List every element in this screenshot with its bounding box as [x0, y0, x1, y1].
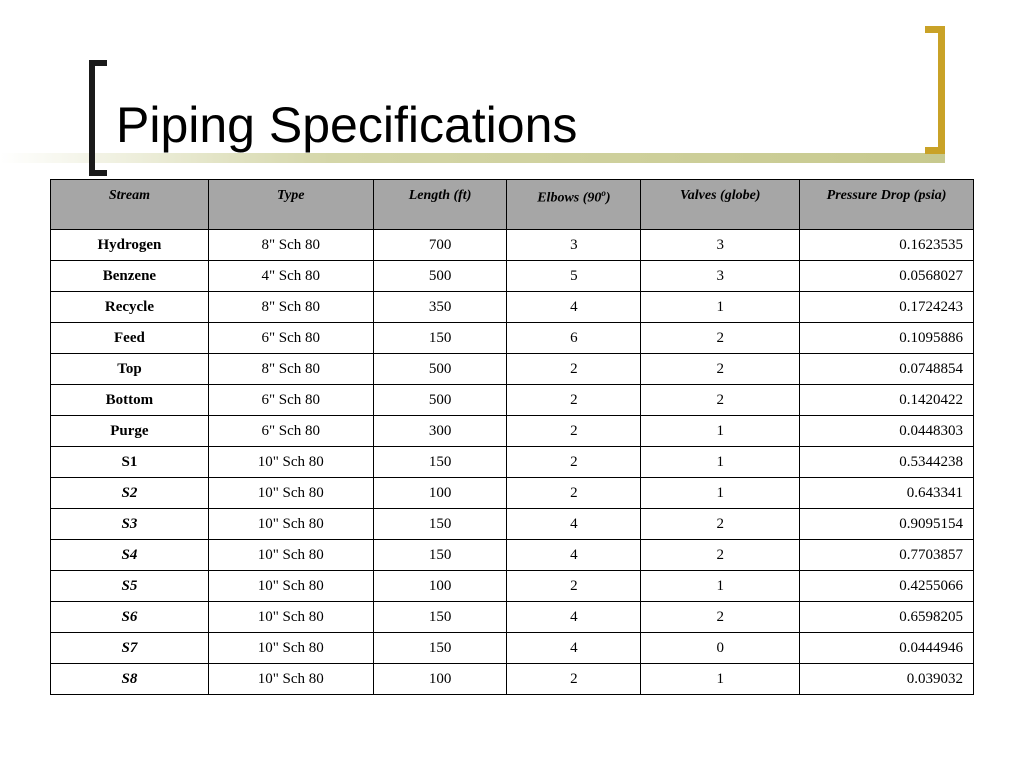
left-bracket-decoration [89, 60, 107, 176]
cell-type: 8" Sch 80 [208, 354, 373, 385]
cell-valves: 1 [641, 571, 800, 602]
cell-type: 10" Sch 80 [208, 633, 373, 664]
cell-elbows: 4 [507, 602, 641, 633]
cell-stream: Benzene [51, 261, 209, 292]
cell-valves: 1 [641, 292, 800, 323]
header-elbows-close: ) [605, 190, 611, 206]
cell-elbows: 4 [507, 633, 641, 664]
cell-valves: 1 [641, 447, 800, 478]
header-stream: Stream [51, 180, 209, 230]
header-type: Type [208, 180, 373, 230]
table-row [51, 385, 974, 416]
cell-elbows: 2 [507, 571, 641, 602]
table-row [51, 633, 974, 664]
cell-valves: 3 [641, 230, 800, 261]
cell-elbows: 4 [507, 540, 641, 571]
cell-stream: S2 [51, 478, 209, 509]
cell-stream: S5 [51, 571, 209, 602]
table-row [51, 602, 974, 633]
cell-length: 100 [373, 571, 507, 602]
cell-pressure-drop: 0.9095154 [800, 509, 974, 540]
cell-valves: 3 [641, 261, 800, 292]
cell-pressure-drop: 0.1623535 [800, 230, 974, 261]
cell-length: 700 [373, 230, 507, 261]
cell-elbows: 2 [507, 447, 641, 478]
cell-length: 150 [373, 447, 507, 478]
cell-stream: Feed [51, 323, 209, 354]
cell-valves: 2 [641, 540, 800, 571]
cell-type: 8" Sch 80 [208, 292, 373, 323]
cell-pressure-drop: 0.6598205 [800, 602, 974, 633]
table-header [51, 180, 974, 230]
cell-elbows: 2 [507, 385, 641, 416]
cell-length: 500 [373, 261, 507, 292]
table-body [51, 230, 974, 695]
table-row [51, 230, 974, 261]
cell-length: 150 [373, 633, 507, 664]
table-row [51, 354, 974, 385]
cell-stream: Bottom [51, 385, 209, 416]
cell-stream: S1 [51, 447, 209, 478]
cell-valves: 1 [641, 478, 800, 509]
cell-length: 150 [373, 323, 507, 354]
cell-pressure-drop: 0.0444946 [800, 633, 974, 664]
cell-type: 6" Sch 80 [208, 323, 373, 354]
header-pressure-drop: Pressure Drop (psia) [800, 180, 974, 230]
cell-pressure-drop: 0.1095886 [800, 323, 974, 354]
cell-length: 500 [373, 385, 507, 416]
cell-valves: 2 [641, 509, 800, 540]
cell-elbows: 4 [507, 509, 641, 540]
cell-length: 300 [373, 416, 507, 447]
cell-elbows: 5 [507, 261, 641, 292]
cell-valves: 1 [641, 416, 800, 447]
cell-valves: 2 [641, 385, 800, 416]
cell-elbows: 2 [507, 354, 641, 385]
cell-length: 350 [373, 292, 507, 323]
table-row [51, 509, 974, 540]
cell-elbows: 4 [507, 292, 641, 323]
table-row [51, 664, 974, 695]
cell-stream: S4 [51, 540, 209, 571]
cell-stream: S3 [51, 509, 209, 540]
cell-type: 10" Sch 80 [208, 571, 373, 602]
cell-valves: 2 [641, 602, 800, 633]
table-row [51, 292, 974, 323]
cell-valves: 1 [641, 664, 800, 695]
cell-elbows: 2 [507, 416, 641, 447]
right-bracket-decoration [925, 26, 945, 154]
cell-pressure-drop: 0.1420422 [800, 385, 974, 416]
cell-stream: Purge [51, 416, 209, 447]
cell-type: 4" Sch 80 [208, 261, 373, 292]
cell-stream: Recycle [51, 292, 209, 323]
header-elbows [507, 180, 641, 230]
cell-length: 100 [373, 478, 507, 509]
cell-type: 10" Sch 80 [208, 478, 373, 509]
slide-title: Piping Specifications [116, 97, 578, 153]
cell-pressure-drop: 0.643341 [800, 478, 974, 509]
cell-pressure-drop: 0.1724243 [800, 292, 974, 323]
cell-stream: S7 [51, 633, 209, 664]
cell-stream: Top [51, 354, 209, 385]
table-row [51, 447, 974, 478]
title-accent-line [0, 153, 945, 163]
cell-pressure-drop: 0.7703857 [800, 540, 974, 571]
cell-type: 10" Sch 80 [208, 447, 373, 478]
header-elbows-label: Elbows (90 [537, 190, 602, 206]
table-row [51, 261, 974, 292]
cell-length: 500 [373, 354, 507, 385]
cell-type: 6" Sch 80 [208, 385, 373, 416]
table-row [51, 323, 974, 354]
cell-pressure-drop: 0.039032 [800, 664, 974, 695]
header-length: Length (ft) [373, 180, 507, 230]
cell-length: 150 [373, 509, 507, 540]
cell-valves: 0 [641, 633, 800, 664]
cell-elbows: 2 [507, 478, 641, 509]
cell-valves: 2 [641, 323, 800, 354]
table-row [51, 540, 974, 571]
cell-type: 8" Sch 80 [208, 230, 373, 261]
header-valves: Valves (globe) [641, 180, 800, 230]
cell-stream: S6 [51, 602, 209, 633]
cell-elbows: 6 [507, 323, 641, 354]
cell-type: 6" Sch 80 [208, 416, 373, 447]
cell-pressure-drop: 0.0448303 [800, 416, 974, 447]
table-row [51, 416, 974, 447]
cell-elbows: 3 [507, 230, 641, 261]
cell-type: 10" Sch 80 [208, 602, 373, 633]
piping-spec-table [50, 179, 974, 695]
cell-pressure-drop: 0.0748854 [800, 354, 974, 385]
cell-pressure-drop: 0.0568027 [800, 261, 974, 292]
cell-stream: S8 [51, 664, 209, 695]
cell-length: 150 [373, 602, 507, 633]
cell-pressure-drop: 0.4255066 [800, 571, 974, 602]
table-row [51, 478, 974, 509]
cell-length: 100 [373, 664, 507, 695]
cell-valves: 2 [641, 354, 800, 385]
cell-type: 10" Sch 80 [208, 509, 373, 540]
table-row [51, 571, 974, 602]
cell-stream: Hydrogen [51, 230, 209, 261]
cell-type: 10" Sch 80 [208, 664, 373, 695]
cell-pressure-drop: 0.5344238 [800, 447, 974, 478]
cell-length: 150 [373, 540, 507, 571]
degree-superscript: o [601, 188, 606, 198]
cell-type: 10" Sch 80 [208, 540, 373, 571]
header-row [51, 180, 974, 230]
cell-elbows: 2 [507, 664, 641, 695]
